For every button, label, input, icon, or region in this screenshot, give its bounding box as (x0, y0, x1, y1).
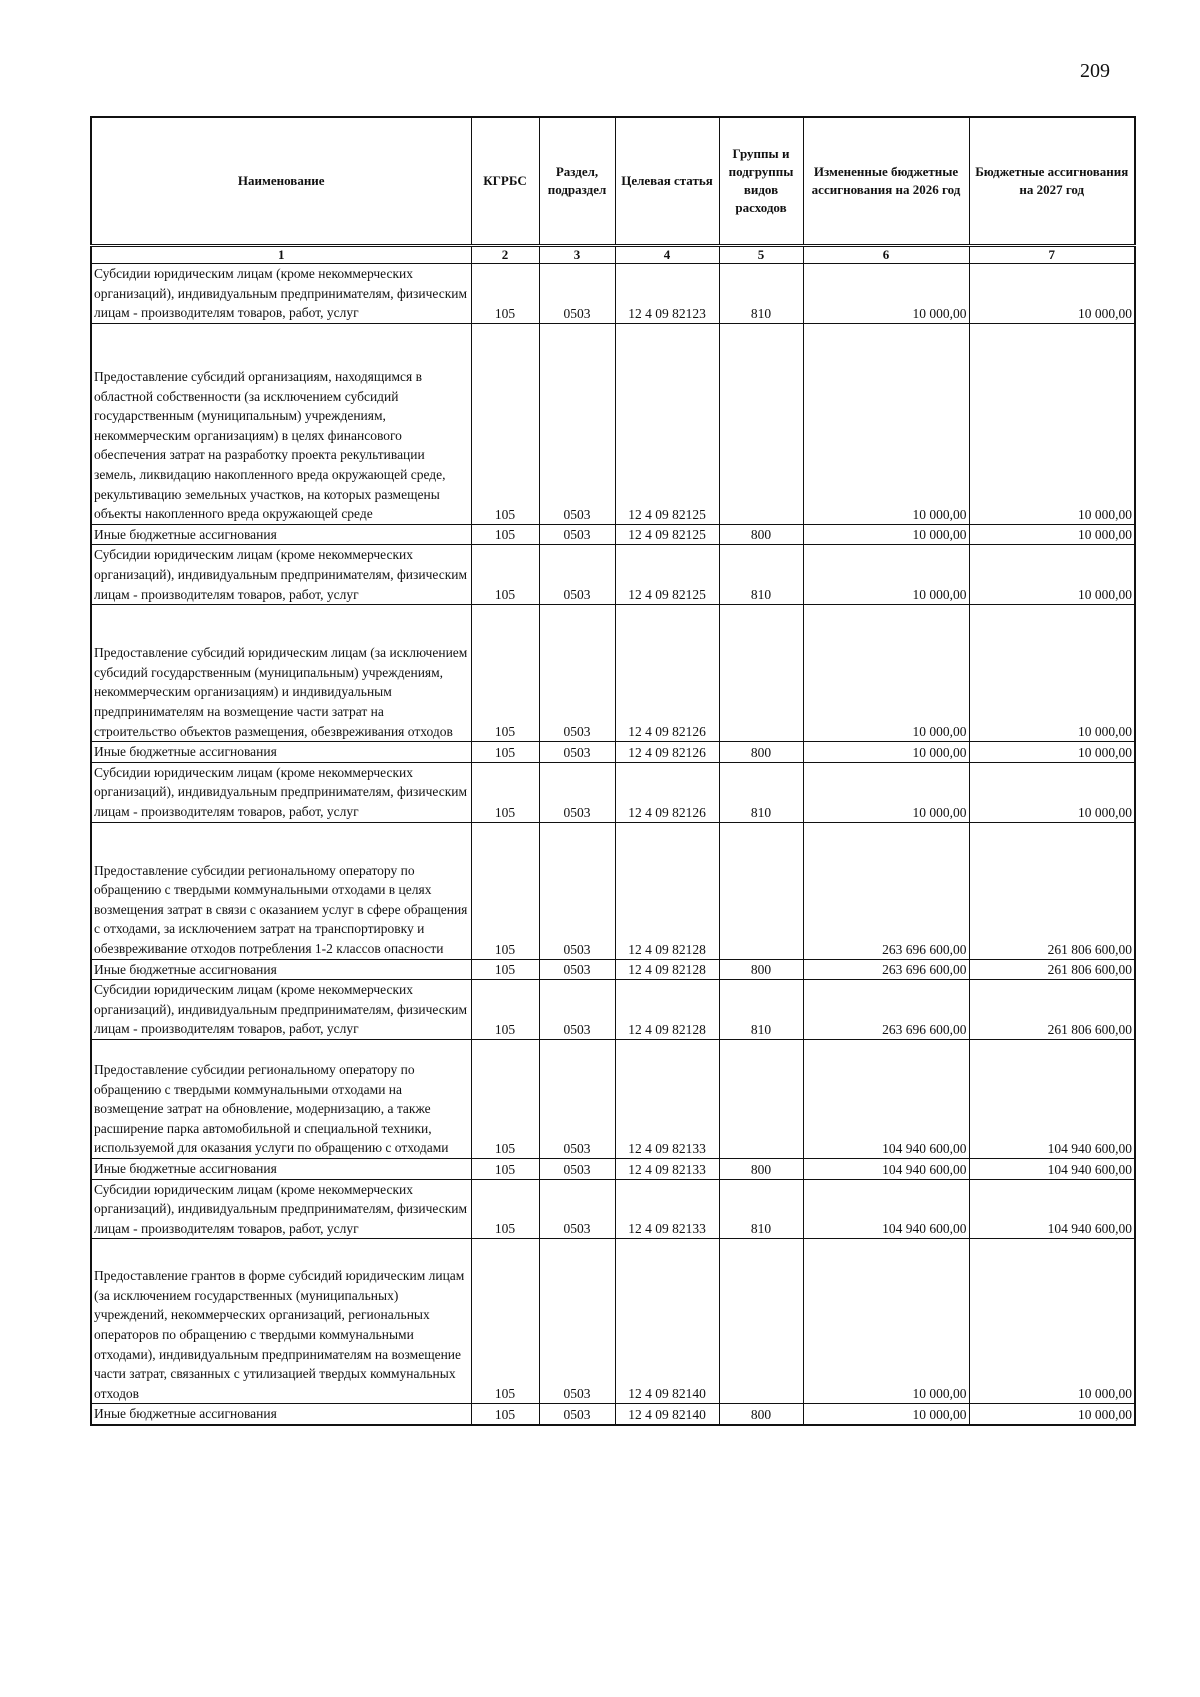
header-2027: Бюджетные ассигнования на 2027 год (969, 117, 1135, 246)
row-2026: 10 000,00 (803, 1239, 969, 1404)
column-number: 1 (91, 246, 471, 264)
column-number: 6 (803, 246, 969, 264)
row-razdel: 0503 (539, 605, 615, 742)
row-kgrbs: 105 (471, 762, 539, 822)
row-razdel: 0503 (539, 524, 615, 545)
row-2027: 104 940 600,00 (969, 1039, 1135, 1158)
header-article: Целевая статья (615, 117, 719, 246)
row-vid: 800 (719, 1158, 803, 1179)
column-number: 2 (471, 246, 539, 264)
row-2026: 263 696 600,00 (803, 959, 969, 980)
row-razdel: 0503 (539, 323, 615, 524)
header-razdel: Раздел, подраздел (539, 117, 615, 246)
row-kgrbs: 105 (471, 524, 539, 545)
row-name: Предоставление грантов в форме субсидий юридическим лицам (за исключением государственных (муниципальных) учреждений, некоммерческих организаций, региональных операторов по обращению с твердыми коммунальными отходами), индивидуальным предпринимателям на возмещение части затрат, связанных с утилизацией твердых коммунальных отходов (91, 1239, 471, 1404)
row-name: Субсидии юридическим лицам (кроме некоммерческих организаций), индивидуальным предпринимателям, физическим лицам - производителям товаров, работ, услуг (91, 264, 471, 324)
row-kgrbs: 105 (471, 264, 539, 324)
row-2027: 10 000,00 (969, 605, 1135, 742)
column-number-row (91, 246, 1135, 264)
row-2027: 10 000,00 (969, 323, 1135, 524)
row-vid (719, 323, 803, 524)
row-article: 12 4 09 82140 (615, 1404, 719, 1425)
row-vid: 810 (719, 762, 803, 822)
row-2027: 10 000,00 (969, 545, 1135, 605)
row-article: 12 4 09 82133 (615, 1039, 719, 1158)
row-razdel: 0503 (539, 1158, 615, 1179)
row-kgrbs: 105 (471, 742, 539, 763)
table-row (91, 323, 1135, 524)
row-2026: 104 940 600,00 (803, 1039, 969, 1158)
row-razdel: 0503 (539, 1179, 615, 1239)
row-article: 12 4 09 82140 (615, 1239, 719, 1404)
row-vid: 800 (719, 524, 803, 545)
row-kgrbs: 105 (471, 1158, 539, 1179)
row-2026: 10 000,00 (803, 1404, 969, 1425)
row-name: Предоставление субсидий юридическим лицам (за исключением субсидий государственным (муниципальным) учреждениям, некоммерческим организациям) и индивидуальным предпринимателям на возмещение части затрат на строительство объектов размещения, обезвреживания отходов (91, 605, 471, 742)
row-2026: 10 000,00 (803, 524, 969, 545)
table-row (91, 1179, 1135, 1239)
row-article: 12 4 09 82123 (615, 264, 719, 324)
column-number: 3 (539, 246, 615, 264)
row-2027: 261 806 600,00 (969, 822, 1135, 959)
row-kgrbs: 105 (471, 1404, 539, 1425)
row-article: 12 4 09 82133 (615, 1158, 719, 1179)
header-row (91, 117, 1135, 246)
row-article: 12 4 09 82133 (615, 1179, 719, 1239)
row-razdel: 0503 (539, 1039, 615, 1158)
row-name: Субсидии юридическим лицам (кроме некоммерческих организаций), индивидуальным предпринимателям, физическим лицам - производителям товаров, работ, услуг (91, 545, 471, 605)
row-name: Иные бюджетные ассигнования (91, 959, 471, 980)
row-name: Иные бюджетные ассигнования (91, 742, 471, 763)
row-razdel: 0503 (539, 980, 615, 1040)
row-vid (719, 1239, 803, 1404)
row-kgrbs: 105 (471, 605, 539, 742)
row-vid: 810 (719, 264, 803, 324)
row-name: Иные бюджетные ассигнования (91, 524, 471, 545)
row-2027: 261 806 600,00 (969, 980, 1135, 1040)
column-number: 5 (719, 246, 803, 264)
header-vid: Группы и подгруппы видов расходов (719, 117, 803, 246)
row-name: Предоставление субсидий организациям, находящимся в областной собственности (за исключением субсидий государственным (муниципальным) учреждениям, некоммерческим организациям) в целях финансового обеспечения затрат на разработку проекта рекультивации земель, ликвидацию накопленного вреда окружающей среде, рекультивацию земельных участков, на которых размещены объекты накопленного вреда окружающей среде (91, 323, 471, 524)
row-kgrbs: 105 (471, 545, 539, 605)
row-2026: 10 000,00 (803, 605, 969, 742)
row-name: Предоставление субсидии региональному оператору по обращению с твердыми коммунальными отходами в целях возмещения затрат в связи с оказанием услуг в сфере обращения с отходами, за исключением затрат на транспортировку и обезвреживание отходов потребления 1-2 классов опасности (91, 822, 471, 959)
column-number: 4 (615, 246, 719, 264)
table-row (91, 742, 1135, 763)
page-number: 209 (1080, 60, 1110, 82)
table-row (91, 1158, 1135, 1179)
row-article: 12 4 09 82125 (615, 323, 719, 524)
header-kgrbs: КГРБС (471, 117, 539, 246)
row-razdel: 0503 (539, 959, 615, 980)
row-2026: 10 000,00 (803, 323, 969, 524)
header-2026: Измененные бюджетные ассигнования на 2026 год (803, 117, 969, 246)
row-name: Субсидии юридическим лицам (кроме некоммерческих организаций), индивидуальным предпринимателям, физическим лицам - производителям товаров, работ, услуг (91, 1179, 471, 1239)
row-2027: 10 000,00 (969, 742, 1135, 763)
row-2026: 10 000,00 (803, 545, 969, 605)
row-vid: 800 (719, 742, 803, 763)
row-vid (719, 605, 803, 742)
table-row (91, 524, 1135, 545)
row-razdel: 0503 (539, 742, 615, 763)
row-2026: 10 000,00 (803, 742, 969, 763)
header-name: Наименование (91, 117, 471, 246)
row-article: 12 4 09 82125 (615, 524, 719, 545)
table-row (91, 822, 1135, 959)
row-article: 12 4 09 82126 (615, 742, 719, 763)
row-article: 12 4 09 82128 (615, 959, 719, 980)
table-row (91, 1039, 1135, 1158)
table-row (91, 545, 1135, 605)
row-2027: 261 806 600,00 (969, 959, 1135, 980)
row-2027: 10 000,00 (969, 1239, 1135, 1404)
row-kgrbs: 105 (471, 1179, 539, 1239)
row-razdel: 0503 (539, 1404, 615, 1425)
row-2026: 104 940 600,00 (803, 1179, 969, 1239)
row-2026: 263 696 600,00 (803, 822, 969, 959)
row-2027: 10 000,00 (969, 1404, 1135, 1425)
row-vid: 800 (719, 1404, 803, 1425)
row-2027: 104 940 600,00 (969, 1179, 1135, 1239)
row-2026: 10 000,00 (803, 264, 969, 324)
row-vid: 810 (719, 980, 803, 1040)
row-2026: 10 000,00 (803, 762, 969, 822)
row-2026: 104 940 600,00 (803, 1158, 969, 1179)
row-2027: 104 940 600,00 (969, 1158, 1135, 1179)
budget-table (90, 116, 1136, 1426)
row-name: Иные бюджетные ассигнования (91, 1404, 471, 1425)
row-razdel: 0503 (539, 545, 615, 605)
row-kgrbs: 105 (471, 980, 539, 1040)
row-kgrbs: 105 (471, 1039, 539, 1158)
row-article: 12 4 09 82126 (615, 762, 719, 822)
row-kgrbs: 105 (471, 1239, 539, 1404)
row-vid: 810 (719, 1179, 803, 1239)
row-2027: 10 000,00 (969, 264, 1135, 324)
row-razdel: 0503 (539, 762, 615, 822)
row-2027: 10 000,00 (969, 762, 1135, 822)
table-row (91, 605, 1135, 742)
row-vid: 810 (719, 545, 803, 605)
table-row (91, 959, 1135, 980)
row-2026: 263 696 600,00 (803, 980, 969, 1040)
row-kgrbs: 105 (471, 822, 539, 959)
table-row (91, 264, 1135, 324)
row-vid (719, 1039, 803, 1158)
row-kgrbs: 105 (471, 959, 539, 980)
row-article: 12 4 09 82126 (615, 605, 719, 742)
row-name: Субсидии юридическим лицам (кроме некоммерческих организаций), индивидуальным предпринимателям, физическим лицам - производителям товаров, работ, услуг (91, 762, 471, 822)
row-article: 12 4 09 82128 (615, 822, 719, 959)
row-2027: 10 000,00 (969, 524, 1135, 545)
row-article: 12 4 09 82128 (615, 980, 719, 1040)
table-row (91, 762, 1135, 822)
row-name: Субсидии юридическим лицам (кроме некоммерческих организаций), индивидуальным предпринимателям, физическим лицам - производителям товаров, работ, услуг (91, 980, 471, 1040)
table-row (91, 980, 1135, 1040)
table-row (91, 1404, 1135, 1425)
table-row (91, 1239, 1135, 1404)
row-name: Иные бюджетные ассигнования (91, 1158, 471, 1179)
column-number: 7 (969, 246, 1135, 264)
row-vid: 800 (719, 959, 803, 980)
row-razdel: 0503 (539, 822, 615, 959)
row-razdel: 0503 (539, 1239, 615, 1404)
row-name: Предоставление субсидии региональному оператору по обращению с твердыми коммунальными отходами на возмещение затрат на обновление, модернизацию, а также расширение парка автомобильной и специальной техники, используемой для оказания услуги по обращению с отходами (91, 1039, 471, 1158)
row-article: 12 4 09 82125 (615, 545, 719, 605)
row-vid (719, 822, 803, 959)
row-razdel: 0503 (539, 264, 615, 324)
row-kgrbs: 105 (471, 323, 539, 524)
